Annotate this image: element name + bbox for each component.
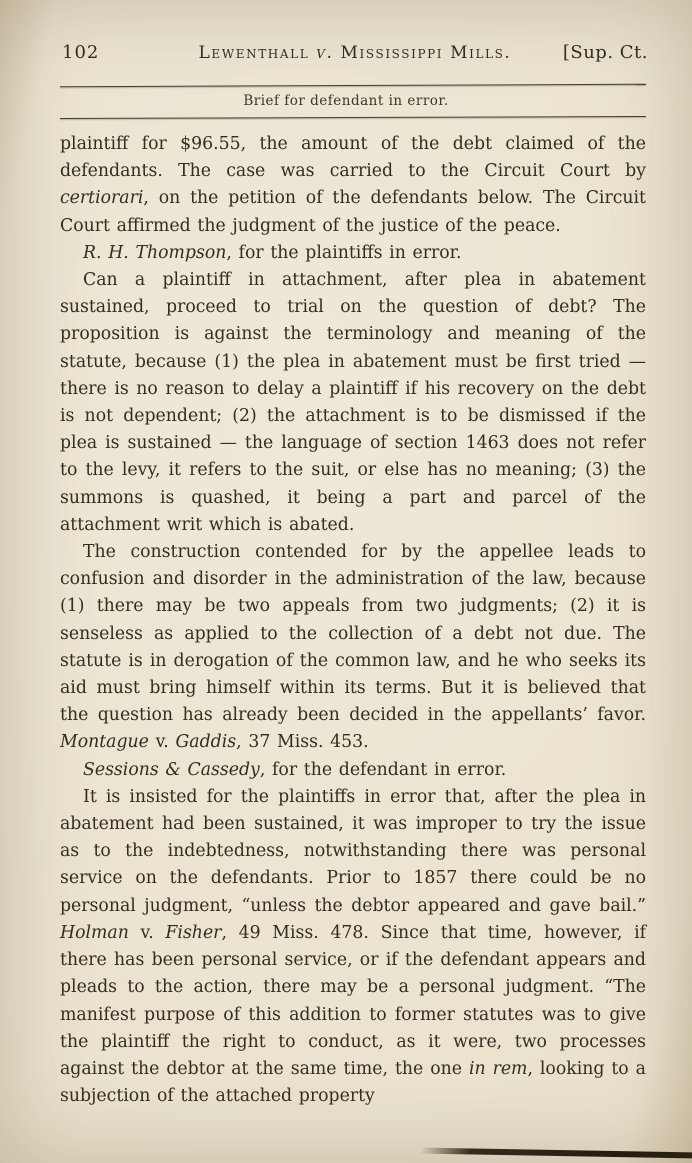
body-text bbox=[0, 118, 692, 1110]
page-number: 102 bbox=[62, 42, 100, 63]
running-header bbox=[0, 0, 692, 63]
text-run: , 49 Miss. 478. Since that time, however, if there has been personal service, or if the defendant appears and pleads to the action, there may be a personal judgment. “The manifest purpose of this addition to former statutes was to give the plaintiff the right to conduct, as it were, two processes against the debtor at the same time, the one bbox=[60, 922, 646, 1079]
text-run: The construction contended for by the appellee leads to confusion and disorder in the administration of the law, because (1) there may be two appeals from two judgments; (2) it is senseless as applied to the collection of a debt not due. The statute is in derogation of the common law, and he who seeks its aid must bring himself within its terms. But it is believed that the question has already been decided in the appellants’ favor. bbox=[60, 542, 646, 726]
italic-text: in rem bbox=[468, 1058, 528, 1079]
italic-text: Holman bbox=[60, 922, 129, 943]
paragraph bbox=[60, 539, 646, 757]
text-run: , on the petition of the defendants below. The Circuit Court affirmed the judgment of the justice of the peace. bbox=[60, 188, 646, 236]
text-run: plaintiff for $96.55, the amount of the debt claimed of the defendants. The case was carried to the Circuit Court by bbox=[60, 134, 646, 182]
paragraph bbox=[60, 757, 646, 784]
text-run: , 37 Miss. 453. bbox=[236, 732, 369, 753]
paragraph bbox=[60, 267, 646, 539]
paragraph bbox=[60, 240, 646, 267]
running-title bbox=[199, 43, 512, 63]
text-run: , looking to a subjection of the attached property bbox=[60, 1058, 646, 1107]
text-run: Mississippi Mills. bbox=[333, 43, 512, 63]
italic-text: R. H. Thompson bbox=[83, 242, 227, 263]
text-run: v. bbox=[148, 732, 176, 753]
text-run: , for the plaintiffs in error. bbox=[226, 242, 462, 263]
italic-text: Montague bbox=[60, 732, 149, 753]
text-run: Can a plaintiff in attachment, after plea in abatement sustained, proceed to trial on the question of debt? The proposition is against the terminology and meaning of the statute, because (1) the plea in abatement must be first tried — there is no reason to delay a plaintiff if his recovery on the debt is not dependent; (2) the attachment is to be dismissed if the plea is sustained — the language of section 1463 does not refer to the levy, it refers to the suit, or else has no meaning; (3) the summons is quashed, it being a part and parcel of the attachment writ which is abated. bbox=[60, 270, 646, 535]
section-header: Brief for defendant in error. bbox=[243, 93, 449, 109]
italic-text: Fisher bbox=[165, 922, 222, 943]
text-run: Lewenthall bbox=[198, 43, 317, 63]
scan-edge-artifact bbox=[420, 1148, 692, 1159]
italic-text: v. bbox=[316, 43, 334, 63]
paragraph bbox=[60, 131, 646, 240]
italic-text: Sessions & Cassedy bbox=[83, 759, 260, 780]
text-run: It is insisted for the plaintiffs in error that, after the plea in abatement had been sustained, it was improper to try the issue as to the indebtedness, notwithstanding there was personal service on the defendants. Prior to 1857 there could be no personal judgment, “unless the debtor appeared and gave bail.” bbox=[60, 786, 646, 916]
paragraph bbox=[60, 784, 646, 1110]
court-label: [Sup. Ct. bbox=[562, 42, 648, 63]
italic-text: Gaddis bbox=[175, 732, 237, 753]
text-run: v. bbox=[128, 922, 166, 943]
italic-text: certiorari bbox=[60, 188, 144, 209]
text-run: , for the defendant in error. bbox=[259, 759, 507, 780]
